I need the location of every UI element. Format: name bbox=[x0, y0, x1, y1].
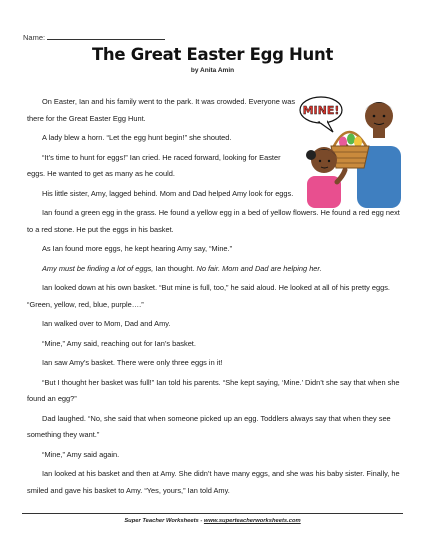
thought-italic-start: Amy must be finding a lot of eggs, bbox=[42, 263, 154, 273]
story-paragraph: Dad laughed. “No, she said that when someone picked up an egg. Toddlers always say that when they see something they want.” bbox=[27, 413, 391, 439]
name-label: Name: bbox=[23, 33, 46, 42]
thought-italic-end: No fair. Mom and Dad are helping her. bbox=[196, 263, 322, 273]
footer-separator: - bbox=[198, 518, 204, 524]
story-paragraph: “But I thought her basket was full!” Ian told his parents. “She kept saying, ‘Mine.’ Didn’t she say that when she found an egg?” bbox=[27, 377, 400, 403]
speech-bubble-text: MINE! bbox=[302, 104, 340, 117]
name-blank-line[interactable] bbox=[47, 31, 165, 40]
story-paragraph: “Mine,” Amy said again. bbox=[42, 449, 120, 459]
footer-url-link[interactable]: www.superteacherworksheets.com bbox=[203, 518, 301, 524]
story-paragraph: Ian found a green egg in the grass. He found a yellow egg in a bed of yellow flowers. He found a red egg next to a red stone. He put the eggs in his basket. bbox=[27, 208, 400, 234]
story-paragraph: Ian looked at his basket and then at Amy. She didn’t have many eggs, and she was his baby sister. Finally, he smiled and gave his basket to Amy. “Yes, yours,” Ian told Amy. bbox=[27, 469, 400, 495]
story-paragraph: On Easter, Ian and his family went to the park. It was crowded. Everyone was there for the Great Easter Egg Hunt. bbox=[27, 97, 296, 123]
footer-divider bbox=[22, 513, 403, 514]
byline: by Anita Amin bbox=[190, 67, 235, 74]
story-paragraph: As Ian found more eggs, he kept hearing Amy say, “Mine.” bbox=[42, 244, 233, 253]
story-paragraph: His little sister, Amy, lagged behind. Mom and Dad helped Amy look for eggs. bbox=[42, 188, 294, 198]
story-paragraph: A lady blew a horn. “Let the egg hunt begin!” she shouted. bbox=[42, 133, 232, 142]
name-field bbox=[23, 31, 165, 42]
footer-brand: Super Teacher Worksheets bbox=[124, 518, 199, 524]
footer bbox=[0, 518, 425, 524]
story-paragraph-thought bbox=[27, 261, 405, 278]
story-paragraph: Ian walked over to Mom, Dad and Amy. bbox=[42, 319, 171, 328]
story-paragraph: Ian looked down at his own basket. “But mine is full, too,” he said aloud. He looked at all of his pretty eggs. “Green, yellow, red, blue, purple….” bbox=[27, 283, 390, 309]
story-paragraph: Ian saw Amy’s basket. There were only three eggs in it! bbox=[42, 358, 223, 367]
thought-plain: Ian thought. bbox=[153, 263, 197, 273]
page-title: The Great Easter Egg Hunt bbox=[91, 45, 334, 64]
story-paragraph: “Mine,” Amy said, reaching out for Ian’s basket. bbox=[42, 338, 196, 348]
story-paragraph: “It’s time to hunt for eggs!” Ian cried. He raced forward, looking for Easter eggs. He wanted to get as many as he could. bbox=[27, 152, 281, 178]
story-text bbox=[27, 94, 405, 502]
